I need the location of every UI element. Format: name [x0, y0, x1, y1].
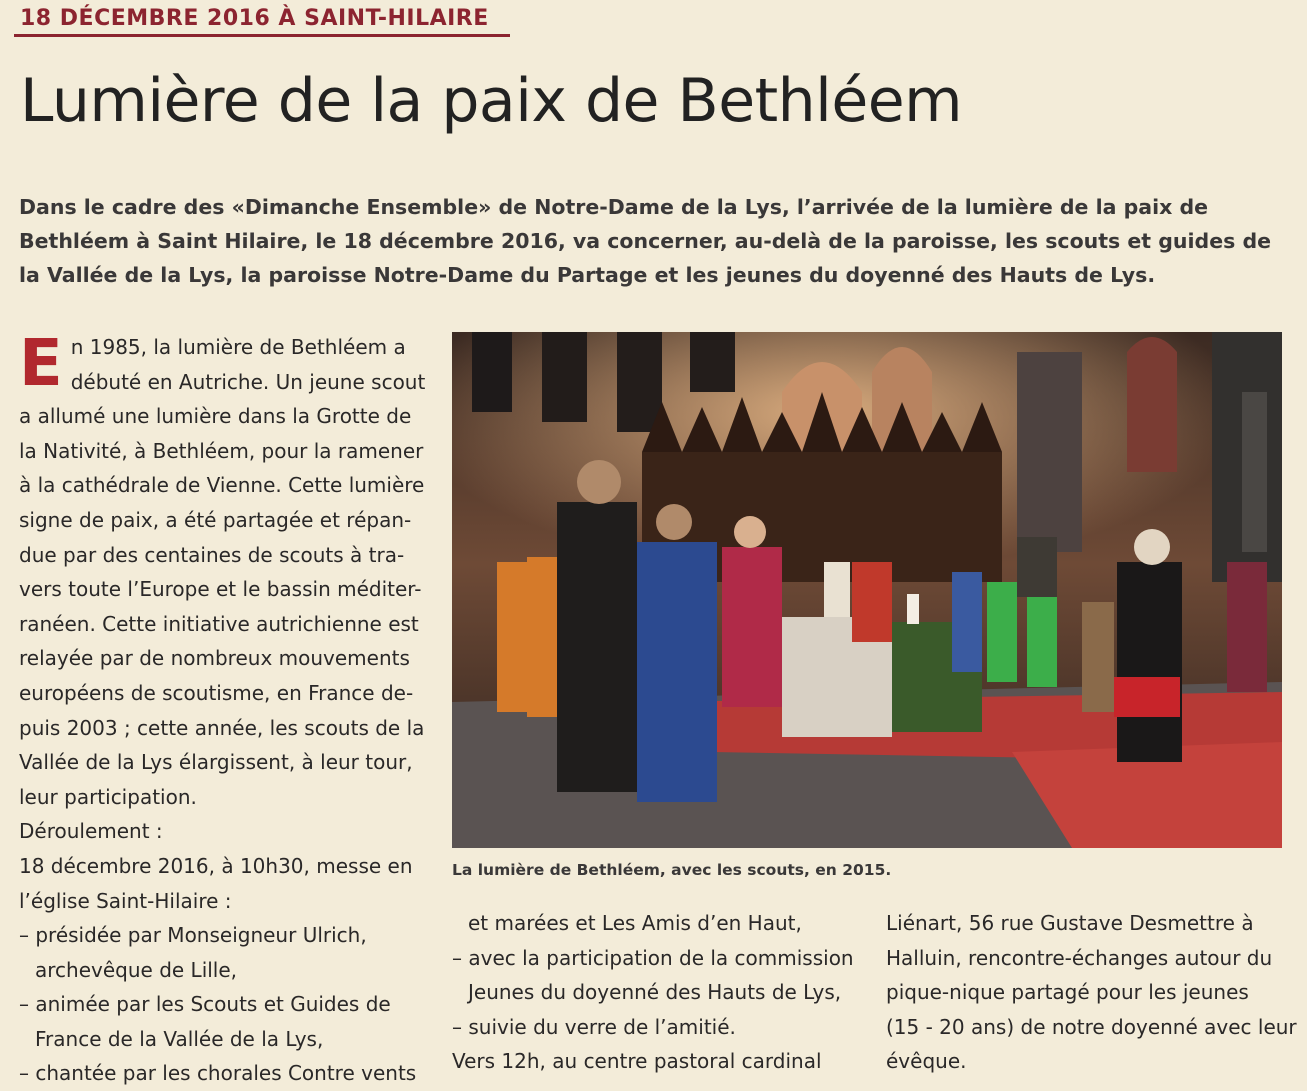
body-line: Vers 12h, au centre pastoral cardinal: [452, 1049, 822, 1074]
body-line-indented: [452, 975, 867, 1010]
lede-line: Bethléem à Saint Hilaire, le 18 décembre 2016, va concerner, au-delà de la paroisse, les scouts et guides de: [19, 229, 1272, 253]
body-line: pique-nique partagé pour les jeunes: [886, 980, 1249, 1005]
body-line: européens de scoutisme, en France de-: [19, 680, 414, 705]
body-line: évêque.: [886, 1049, 967, 1074]
body-line-text: Jeunes du doyenné des Hauts de Lys,: [468, 980, 842, 1005]
body-line: – animée par les Scouts et Guides de: [19, 992, 391, 1017]
body-line: vers toute l’Europe et le bassin méditer-: [19, 577, 422, 602]
body-line: Halluin, rencontre-échanges autour du: [886, 945, 1273, 970]
body-line-text: et marées et Les Amis d’en Haut,: [468, 911, 802, 935]
photo-caption: La lumière de Bethléem, avec les scouts, en 2015.: [452, 861, 892, 879]
body-line: n 1985, la lumière de Bethléem a: [70, 335, 406, 359]
body-column-2: [452, 906, 867, 1079]
body-line-text: France de la Vallée de la Lys,: [35, 1026, 324, 1051]
body-line: leur participation.: [19, 784, 197, 809]
body-line: Vallée de la Lys élargissent, à leur tour,: [19, 750, 413, 775]
body-line: Liénart, 56 rue Gustave Desmettre à: [886, 911, 1254, 935]
body-line-indented: [19, 1022, 419, 1057]
body-line: – chantée par les chorales Contre vents: [19, 1061, 417, 1086]
body-line-indented: [19, 953, 419, 988]
body-line-indented: [452, 906, 867, 941]
drop-cap: E: [19, 327, 63, 401]
body-line: – présidée par Monseigneur Ulrich,: [19, 923, 367, 948]
body-line: 18 décembre 2016, à 10h30, messe en: [19, 853, 413, 878]
body-line: signe de paix, a été partagée et répan-: [19, 507, 412, 532]
body-line: (15 - 20 ans) de notre doyenné avec leur: [886, 1014, 1297, 1039]
body-column-3: [886, 906, 1297, 1079]
body-line: due par des centaines de scouts à tra-: [19, 542, 405, 567]
body-line: à la cathédrale de Vienne. Cette lumière: [19, 473, 425, 498]
body-line: – suivie du verre de l’amitié.: [452, 1014, 736, 1039]
body-line: Déroulement :: [19, 819, 163, 844]
body-line: l’église Saint-Hilaire :: [19, 888, 232, 913]
body-line: a allumé une lumière dans la Grotte de: [19, 404, 412, 429]
body-line: puis 2003 ; cette année, les scouts de la: [19, 715, 425, 740]
lede-line: Dans le cadre des «Dimanche Ensemble» de Notre-Dame de la Lys, l’arrivée de la lumière de la paix de: [19, 195, 1209, 219]
lede-paragraph: [19, 190, 1289, 292]
body-line: ranéen. Cette initiative autrichienne est: [19, 611, 419, 636]
body-line: débuté en Autriche. Un jeune scout: [70, 369, 426, 394]
body-line: – avec la participation de la commission: [452, 945, 854, 970]
church-scouts-photo: [452, 332, 1282, 848]
body-line: la Nativité, à Bethléem, pour la ramener: [19, 438, 424, 463]
body-line-text: archevêque de Lille,: [35, 957, 238, 982]
kicker-underline: [14, 34, 510, 37]
lede-line: la Vallée de la Lys, la paroisse Notre-Dame du Partage et les jeunes du doyenné des Hauts de Lys.: [19, 263, 1156, 287]
headline: Lumière de la paix de Bethléem: [20, 66, 963, 136]
body-line: relayée par de nombreux mouvements: [19, 646, 410, 671]
kicker-date-location: 18 DÉCEMBRE 2016 À SAINT-HILAIRE: [20, 6, 489, 31]
body-column-1: [19, 327, 426, 1091]
